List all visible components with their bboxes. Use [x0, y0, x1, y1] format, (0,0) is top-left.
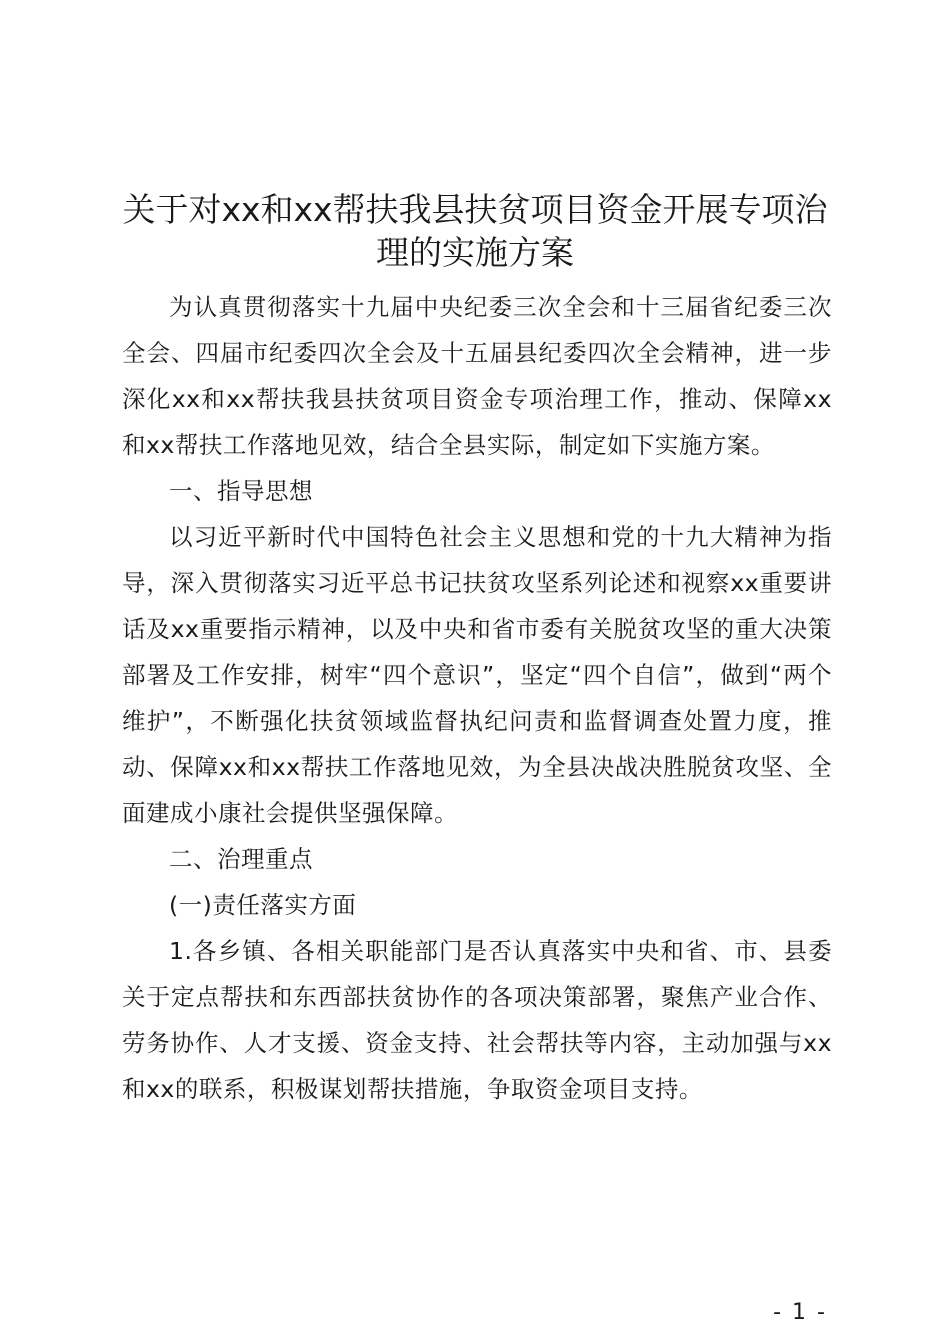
guiding-ideology-paragraph: 以习近平新时代中国特色社会主义思想和党的十九大精神为指导，深入贯彻落实习近平总书记扶贫攻坚系列论述和视察xx重要讲话及xx重要指示精神，以及中央和省市委有关脱贫攻坚的重大决策部署及工作安排，树牢“四个意识”，坚定“四个自信”，做到“两个维护”，不断强化扶贫领域监督执纪问责和监督调查处置力度，推动、保障xx和xx帮扶工作落地见效，为全县决战决胜脱贫攻坚、全面建成小康社会提供坚强保障。 — [122, 523, 832, 827]
section-heading-governance-focus: 二、治理重点 — [169, 845, 313, 873]
document-body — [122, 284, 832, 1112]
intro-paragraph: 为认真贯彻落实十九届中央纪委三次全会和十三届省纪委三次全会、四届市纪委四次全会及十五届县纪委四次全会精神，进一步深化xx和xx帮扶我县扶贫项目资金专项治理工作，推动、保障xx和xx帮扶工作落地见效，结合全县实际，制定如下实施方案。 — [122, 293, 832, 459]
item-1-paragraph: 1.各乡镇、各相关职能部门是否认真落实中央和省、市、县委关于定点帮扶和东西部扶贫协作的各项决策部署，聚焦产业合作、劳务协作、人才支援、资金支持、社会帮扶等内容，主动加强与xx和xx的联系，积极谋划帮扶措施，争取资金项目支持。 — [122, 937, 832, 1103]
page-number: - 1 - — [773, 1300, 827, 1325]
subsection-heading-responsibility: (一)责任落实方面 — [169, 891, 357, 919]
document-title: 关于对xx和xx帮扶我县扶贫项目资金开展专项治理的实施方案 — [122, 190, 828, 272]
section-heading-guiding-ideology: 一、指导思想 — [169, 477, 313, 505]
